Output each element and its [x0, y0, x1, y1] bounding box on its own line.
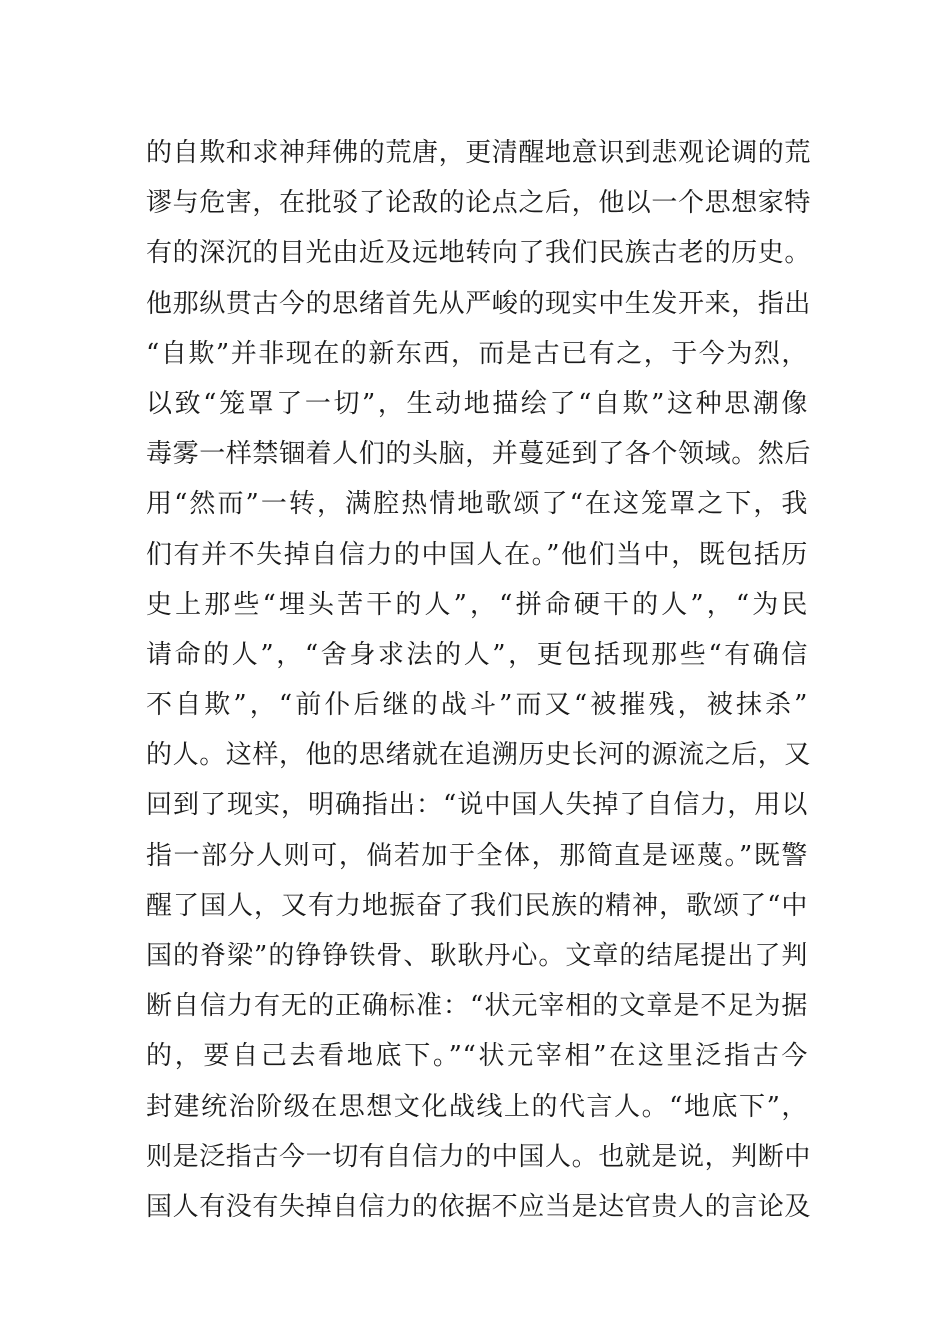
text-line: 国人有没有失掉自信力的依据不应当是达官贵人的言论及	[146, 1191, 812, 1222]
text-line: 封建统治阶级在思想文化战线上的代言人。“地底下”，	[146, 1091, 808, 1122]
text-line: 醒了国人，又有力地振奋了我们民族的精神，歌颂了“中	[146, 890, 808, 921]
text-line: 请命的人”，“舍身求法的人”，更包括现那些“有确信	[146, 639, 808, 670]
text-line: 国的脊梁”的铮铮铁骨、耿耿丹心。文章的结尾提出了判	[146, 941, 808, 971]
text-line: 用“然而”一转，满腔热情地歌颂了“在这笼罩之下，我	[146, 489, 808, 520]
text-line: 们有并不失掉自信力的中国人在。”他们当中，既包括历	[146, 539, 808, 570]
text-line: 的，要自己去看地底下。”“状元宰相”在这里泛指古今	[146, 1041, 808, 1072]
text-line: 则是泛指古今一切有自信力的中国人。也就是说，判断中	[146, 1141, 812, 1172]
text-line: 的自欺和求神拜佛的荒唐，更清醒地意识到悲观论调的荒	[146, 138, 812, 168]
text-line: 不自欺”，“前仆后继的战斗”而又“被摧残，被抹杀”	[146, 690, 808, 721]
text-line: “自欺”并非现在的新东西，而是古已有之，于今为烈，	[146, 338, 808, 369]
text-line: 指一部分人则可，倘若加于全体，那简直是诬蔑。”既警	[146, 840, 808, 871]
text-line: 以致“笼罩了一切”，生动地描绘了“自欺”这种思潮像	[146, 388, 808, 419]
text-line: 有的深沉的目光由近及远地转向了我们民族古老的历史。	[146, 238, 812, 269]
body-paragraph	[146, 128, 812, 1232]
text-line: 他那纵贯古今的思绪首先从严峻的现实中生发开来，指出	[146, 288, 812, 319]
text-line: 回到了现实，明确指出：“说中国人失掉了自信力，用以	[146, 790, 808, 821]
text-line: 毒雾一样禁锢着人们的头脑，并蔓延到了各个领域。然后	[146, 439, 812, 470]
text-line: 的人。这样，他的思绪就在追溯历史长河的源流之后，又	[146, 740, 812, 771]
text-line: 谬与危害，在批驳了论敌的论点之后，他以一个思想家特	[146, 188, 812, 219]
text-line: 史上那些“埋头苦干的人”，“拼命硬干的人”，“为民	[146, 589, 808, 620]
text-line: 断自信力有无的正确标准：“状元宰相的文章是不足为据	[146, 991, 808, 1022]
